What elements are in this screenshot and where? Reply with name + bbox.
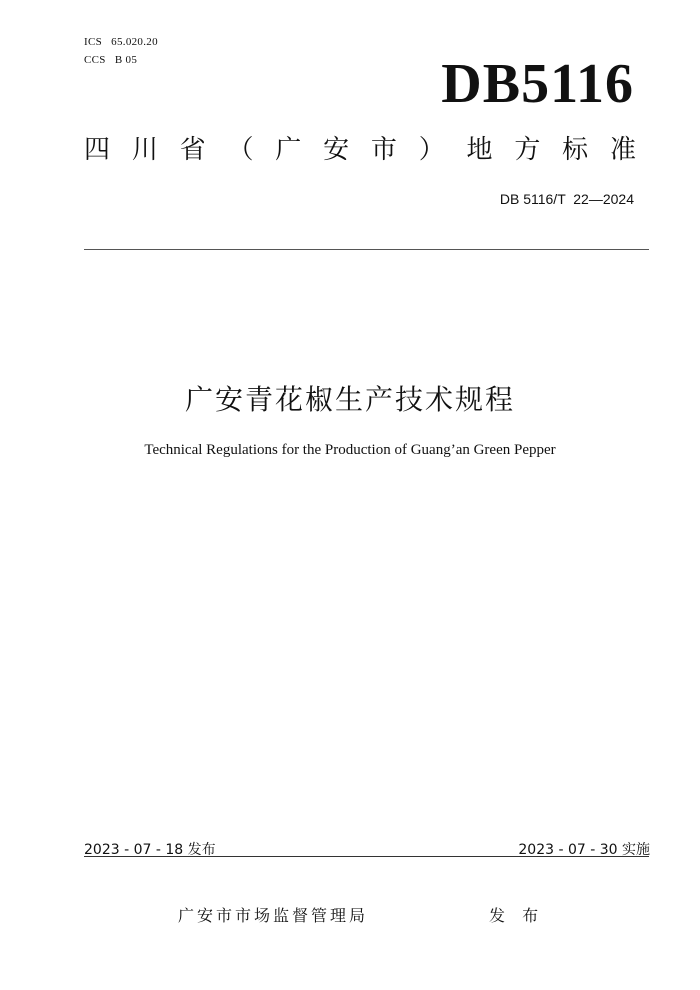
standard-type-char: 标 — [562, 135, 589, 165]
standard-type-char: 四 — [84, 135, 111, 165]
standard-type-heading — [84, 136, 636, 165]
standard-type-char: （ — [227, 135, 254, 165]
standard-type-char: 方 — [514, 135, 541, 165]
db-code-logo: DB5116 — [441, 53, 634, 115]
standard-type-char: 川 — [131, 135, 158, 165]
standard-type-char: 地 — [466, 135, 493, 165]
standard-type-char: ） — [418, 135, 445, 165]
standard-type-char: 安 — [323, 135, 350, 165]
standard-number: DB 5116/T 22—2024 — [499, 191, 634, 207]
standard-type-char: 准 — [609, 135, 636, 165]
issue-date: 2023 - 07 - 18 发布 — [84, 842, 216, 858]
publish-label: 发 布 — [489, 906, 545, 925]
standard-type-char: 市 — [370, 135, 397, 165]
header-divider — [84, 249, 649, 250]
ccs-code: CCS B 05 — [84, 54, 138, 66]
footer-divider — [84, 856, 649, 857]
standard-type-char: 广 — [275, 135, 302, 165]
publisher-name: 广安市市场监督管理局 — [178, 906, 369, 925]
document-title-english: Technical Regulations for the Production of Guang’an Green Pepper — [144, 442, 556, 458]
implementation-date: 2023 - 07 - 30 实施 — [518, 842, 650, 858]
standard-type-char: 省 — [179, 135, 206, 165]
document-title-chinese: 广安青花椒生产技术规程 — [184, 383, 515, 416]
ics-code: ICS 65.020.20 — [84, 36, 158, 48]
